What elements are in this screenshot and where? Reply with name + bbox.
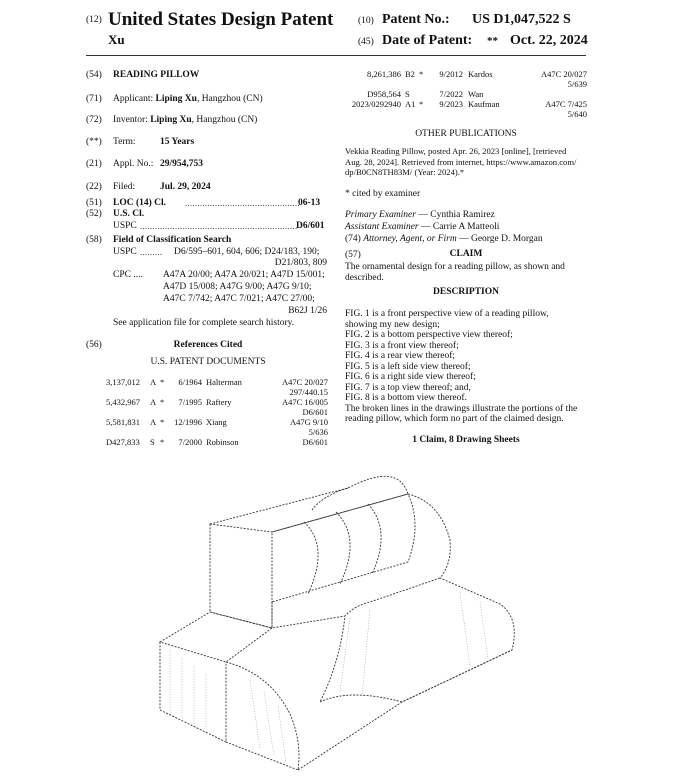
backrest-top-outline	[210, 476, 408, 532]
figure-description-line: The broken lines in the drawings illustrate the portions of the	[345, 403, 578, 414]
description-title: DESCRIPTION	[433, 287, 499, 297]
search-uspc-label: USPC	[113, 247, 137, 257]
inid-72: (72)	[86, 115, 102, 125]
inid-term: (**)	[86, 137, 102, 147]
inid-54: (54)	[86, 70, 102, 80]
figure-descriptions	[345, 309, 577, 425]
inid-74: (74)	[345, 234, 361, 244]
inventor-field	[113, 115, 257, 125]
figure-description-line: FIG. 1 is a front perspective view of a reading pillow,	[345, 309, 549, 319]
us-patent-documents-title: U.S. PATENT DOCUMENTS	[150, 357, 266, 367]
table-row: 5,581,831 A * 12/1996 Xiang A47G 9/10	[106, 417, 328, 427]
inid-56: (56)	[86, 340, 102, 350]
cited-by-examiner: * cited by examiner	[345, 189, 421, 199]
shade-line	[340, 618, 350, 692]
figure-description-line: FIG. 6 is a right side view thereof;	[345, 372, 476, 382]
assistant-examiner-name: — Carrie A Matteoli	[418, 222, 500, 232]
applicant-location: , Hangzhou (CN)	[196, 94, 263, 104]
design-drawing-figure	[140, 452, 540, 774]
uspc-value: D6/601	[296, 221, 325, 231]
date-of-patent: Oct. 22, 2024	[510, 33, 588, 48]
assistant-examiner	[345, 222, 499, 232]
table-row: 5/639	[567, 79, 587, 89]
search-cpc-line3: A47C 7/742; A47C 7/021; A47C 27/00;	[163, 294, 315, 304]
inventor-location: , Hangzhou (CN)	[191, 115, 258, 125]
table-row: 2023/0292940 A1 * 9/2023 Kaufman A47C 7/425	[351, 99, 587, 109]
shade-line	[362, 610, 370, 696]
seat-crease	[345, 578, 440, 616]
table-row: 8,261,386 B2 * 9/2012 Kardos A47C 20/027	[367, 69, 587, 79]
date-marker: **	[487, 35, 498, 47]
primary-examiner-label: Primary Examiner	[345, 210, 416, 220]
right-arm-outline	[402, 494, 514, 702]
other-pub-line: Vekkia Reading Pillow, posted Apr. 26, 2023 [online], [retrieved	[345, 146, 567, 156]
shade-line	[250, 680, 260, 748]
references-cited-title: References Cited	[173, 340, 243, 350]
left-arm-top	[160, 612, 272, 662]
claim-line: The ornamental design for a reading pillow, as shown and	[345, 262, 565, 272]
roll-seam	[336, 512, 350, 584]
document-type-title: United States Design Patent	[108, 9, 334, 30]
inid-58: (58)	[86, 235, 102, 245]
loc-value: 06-13	[298, 198, 321, 208]
inid-71: (71)	[86, 94, 102, 104]
table-row: 3,137,012 A * 6/1964 Halterman A47C 20/027	[106, 377, 328, 387]
roll-seam	[368, 504, 381, 574]
shade-line	[460, 592, 470, 666]
applicant-name: Liping Xu	[155, 94, 197, 104]
search-uspc-line1: D6/595–601, 604, 606; D24/183, 190;	[174, 247, 320, 257]
loc-label: LOC (14) Cl.	[113, 198, 167, 208]
other-pub-line: dp/B0CN8TH83M/ (Year: 2024).*	[345, 167, 465, 177]
table-row: 297/440.15	[289, 387, 328, 397]
uspc-leader-dots: ...............................................................	[140, 222, 298, 231]
claims-sheets-count: 1 Claim, 8 Drawing Sheets	[412, 435, 520, 445]
inid-45: (45)	[358, 37, 374, 47]
claim-title: CLAIM	[449, 249, 483, 259]
figure-description-line: FIG. 8 is a bottom view thereof.	[345, 393, 467, 403]
inventor-label: Inventor:	[113, 115, 148, 125]
applicant-label: Applicant:	[113, 94, 154, 104]
roll-seam	[312, 488, 348, 510]
us-cl-label: U.S. Cl.	[113, 209, 145, 219]
assistant-examiner-label: Assistant Examiner	[345, 222, 419, 232]
backrest-front-face	[272, 494, 415, 602]
primary-examiner	[345, 210, 495, 220]
search-cpc-line2: A47D 15/008; A47G 9/00; A47G 9/10;	[163, 282, 312, 292]
table-row: 5,432,967 A * 7/1995 Raftery A47C 16/005	[106, 397, 328, 407]
search-history-note: See application file for complete search history.	[113, 318, 295, 328]
inventor-surname: Xu	[108, 32, 125, 47]
search-uspc-line2: D21/803, 809	[274, 258, 327, 268]
table-row: D427,833 S * 7/2000 Robinson D6/601	[106, 437, 328, 447]
uspc-label: USPC	[113, 221, 137, 231]
search-cpc-line1: A47A 20/00; A47A 20/021; A47D 15/001;	[163, 270, 325, 280]
table-row: D6/601	[302, 407, 328, 417]
inid-10: (10)	[358, 16, 374, 26]
base-edge	[298, 650, 512, 770]
patent-number: US D1,047,522 S	[472, 12, 571, 27]
primary-examiner-name: — Cynthia Ramirez	[415, 210, 495, 220]
figure-description-line: FIG. 4 is a rear view thereof;	[345, 351, 456, 361]
figure-description-line: reading pillow, which form no part of the claimed design.	[345, 414, 564, 424]
seat-lower-curve	[320, 695, 402, 702]
other-pub-line: Aug. 28, 2024]. Retrieved from internet, https://www.amazon.com/	[345, 156, 577, 167]
attorney-label: Attorney, Agent, or Firm	[363, 234, 457, 244]
inid-52: (52)	[86, 209, 102, 219]
header-rule	[86, 55, 586, 56]
filed-label: Filed:	[113, 182, 136, 192]
figure-description-line: showing my new design;	[345, 319, 440, 330]
inid-21: (21)	[86, 159, 102, 169]
other-publication-entry	[345, 146, 576, 178]
search-cpc-line4: B62J 1/26	[288, 306, 327, 316]
attorney-name: — George D. Morgan	[456, 234, 543, 244]
inid-51: (51)	[86, 198, 102, 208]
loc-leader-dots: ..............................................	[185, 199, 300, 208]
appl-no-label: Appl. No.:	[113, 159, 154, 169]
claim-text	[345, 262, 565, 283]
figure-description-line: FIG. 3 is a front view thereof;	[345, 340, 459, 351]
left-arm-curve	[226, 662, 299, 770]
design-title: READING PILLOW	[113, 70, 200, 80]
references-table-right	[345, 69, 587, 119]
references-table-left	[106, 377, 328, 447]
inid-22: (22)	[86, 182, 102, 192]
shade-line	[278, 706, 286, 762]
inid-57: (57)	[345, 250, 361, 260]
table-row: 5/640	[567, 109, 587, 119]
figure-description-line: FIG. 5 is a left side view thereof;	[345, 361, 471, 372]
term-value: 15 Years	[160, 137, 195, 147]
seat-front	[272, 602, 345, 702]
field-search-label: Field of Classification Search	[113, 235, 232, 245]
table-row: 5/636	[308, 427, 328, 437]
date-of-patent-label: Date of Patent:	[382, 33, 473, 48]
shade-line	[480, 602, 488, 658]
search-cpc-label: CPC ....	[113, 270, 143, 280]
shade-line	[264, 692, 274, 756]
other-publications-title: OTHER PUBLICATIONS	[415, 129, 517, 139]
applicant-field	[113, 94, 263, 104]
appl-no-value: 29/954,753	[160, 159, 204, 169]
backrest-left-face	[210, 524, 272, 628]
filed-value: Jul. 29, 2024	[160, 182, 211, 192]
claim-line: described.	[345, 272, 384, 283]
figure-description-line: FIG. 2 is a bottom perspective view thereof;	[345, 330, 513, 340]
roll-seam	[304, 522, 318, 594]
inid-12: (12)	[86, 15, 102, 25]
attorney	[345, 234, 543, 244]
search-uspc-dots: .........	[140, 248, 163, 257]
inventor-name: Liping Xu	[150, 115, 192, 125]
term-label: Term:	[113, 137, 136, 147]
figure-description-line: FIG. 7 is a top view thereof; and,	[345, 382, 471, 393]
table-row: D958,564 S 7/2022 Wan	[367, 89, 484, 99]
patent-number-label: Patent No.:	[382, 12, 450, 27]
